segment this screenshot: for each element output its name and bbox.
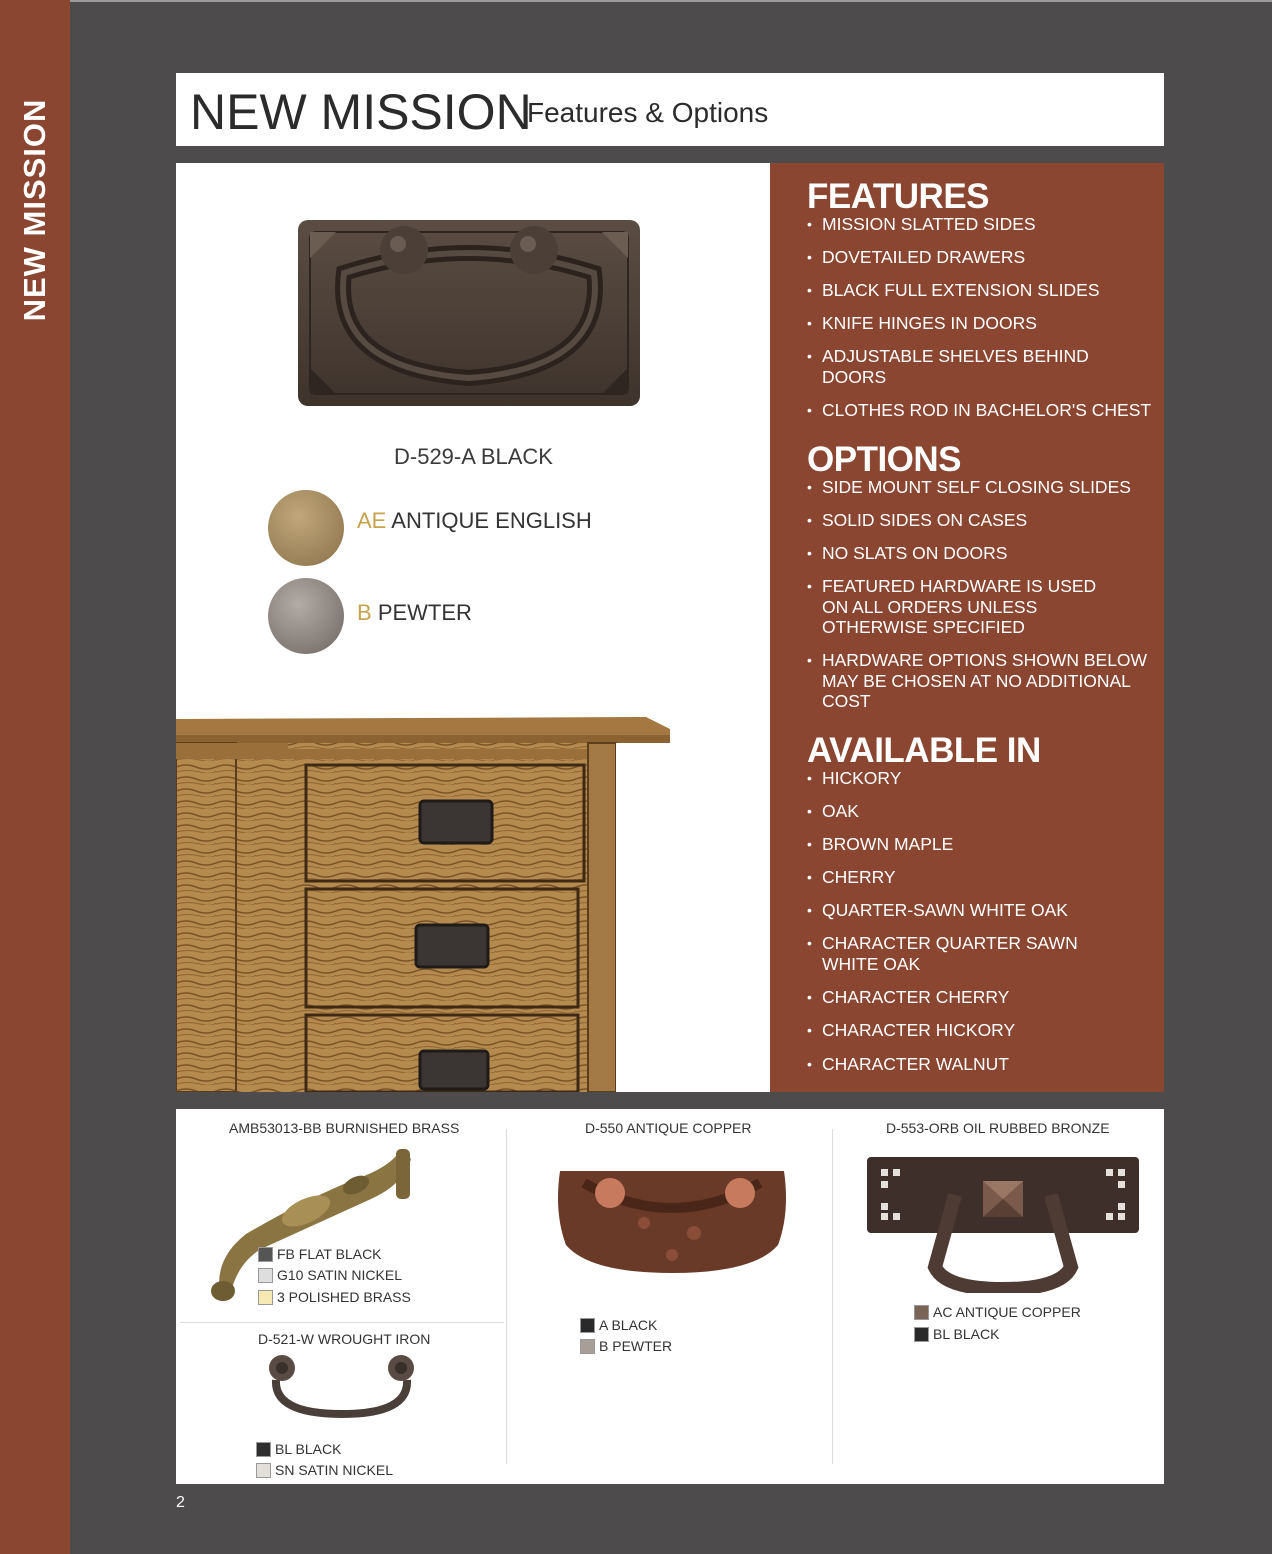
available-item: • CHARACTER HICKORY <box>807 1020 1016 1040</box>
feature-item: • KNIFE HINGES IN DOORS <box>807 313 1037 333</box>
available-item: • CHARACTER QUARTER SAWN WHITE OAK <box>807 933 1078 974</box>
hardware-option-title: AMB53013-BB BURNISHED BRASS <box>229 1120 460 1136</box>
option-item: • SOLID SIDES ON CASES <box>807 510 1028 530</box>
swatch-row: SN SATIN NICKEL <box>256 1460 393 1480</box>
hardware-option-title: D-553-ORB OIL RUBBED BRONZE <box>886 1120 1110 1136</box>
swatch-row: G10 SATIN NICKEL <box>258 1265 402 1285</box>
oil-rubbed-bronze-pull-image <box>865 1155 1141 1293</box>
feature-item: • CLOTHES ROD IN BACHELOR'S CHEST <box>807 400 1152 420</box>
page-title: NEW MISSION <box>190 84 532 140</box>
feature-item: • MISSION SLATTED SIDES <box>807 214 1036 234</box>
color-swatch <box>580 1318 595 1333</box>
finish-code: B <box>357 600 372 625</box>
main-panel <box>176 163 1164 1092</box>
swatch-row: B PEWTER <box>580 1336 672 1356</box>
featured-hardware-label: D-529-A BLACK <box>394 444 553 469</box>
swatch-row: BL BLACK <box>914 1324 999 1344</box>
feature-item: • ADJUSTABLE SHELVES BEHIND DOORS <box>807 346 1089 387</box>
row-divider <box>180 1322 504 1323</box>
available-item: • CHARACTER WALNUT <box>807 1054 1009 1074</box>
available-item: • BROWN MAPLE <box>807 834 954 854</box>
option-item: • SIDE MOUNT SELF CLOSING SLIDES <box>807 477 1131 497</box>
color-swatch <box>258 1247 273 1262</box>
available-heading: AVAILABLE IN <box>807 731 1041 770</box>
hardware-options-panel <box>176 1109 1164 1484</box>
finish-code: AE <box>357 508 387 533</box>
wrought-iron-pull-image <box>264 1352 419 1422</box>
finish-name: PEWTER <box>377 600 472 625</box>
available-item: • HICKORY <box>807 768 902 788</box>
column-divider <box>832 1129 833 1464</box>
page-subtitle: Features & Options <box>527 97 769 128</box>
color-swatch <box>914 1305 929 1320</box>
page-number: 2 <box>176 1494 185 1511</box>
available-item: • CHARACTER CHERRY <box>807 987 1010 1007</box>
pewter-swatch <box>268 578 344 654</box>
finish-antique-english <box>357 508 592 534</box>
color-swatch <box>258 1268 273 1283</box>
available-item: • OAK <box>807 801 859 821</box>
swatch-row: 3 POLISHED BRASS <box>258 1287 411 1307</box>
hardware-option-title: D-521-W WROUGHT IRON <box>258 1331 431 1347</box>
swatch-row: BL BLACK <box>256 1439 341 1459</box>
finish-pewter <box>357 600 472 626</box>
option-item: • NO SLATS ON DOORS <box>807 543 1008 563</box>
side-tab <box>0 0 70 1554</box>
page-top-border <box>0 0 1272 2</box>
page-header <box>176 73 1164 146</box>
antique-english-swatch <box>268 490 344 566</box>
dresser-image <box>176 713 670 1092</box>
swatch-row: FB FLAT BLACK <box>258 1244 382 1264</box>
feature-item: • DOVETAILED DRAWERS <box>807 247 1026 267</box>
swatch-row: AC ANTIQUE COPPER <box>914 1302 1081 1322</box>
feature-item: • BLACK FULL EXTENSION SLIDES <box>807 280 1100 300</box>
features-panel <box>770 163 1164 1092</box>
features-heading: FEATURES <box>807 177 990 216</box>
color-swatch <box>914 1327 929 1342</box>
finish-name: ANTIQUE ENGLISH <box>391 508 592 533</box>
hardware-option-title: D-550 ANTIQUE COPPER <box>585 1120 752 1136</box>
color-swatch <box>256 1442 271 1457</box>
available-item: • QUARTER-SAWN WHITE OAK <box>807 900 1068 920</box>
option-item: • HARDWARE OPTIONS SHOWN BELOW MAY BE CHOSEN AT NO ADDITIONAL COST <box>807 650 1148 711</box>
color-swatch <box>580 1339 595 1354</box>
swatch-row: A BLACK <box>580 1315 657 1335</box>
color-swatch <box>258 1290 273 1305</box>
featured-drawer-pull-image <box>296 218 642 408</box>
options-heading: OPTIONS <box>807 440 962 479</box>
color-swatch <box>256 1463 271 1478</box>
antique-copper-pull-image <box>554 1163 790 1275</box>
available-item: • CHERRY <box>807 867 896 887</box>
column-divider <box>506 1129 507 1464</box>
option-item: • FEATURED HARDWARE IS USED ON ALL ORDERS UNLESS OTHERWISE SPECIFIED <box>807 576 1097 637</box>
side-tab-label: NEW MISSION <box>17 98 52 322</box>
